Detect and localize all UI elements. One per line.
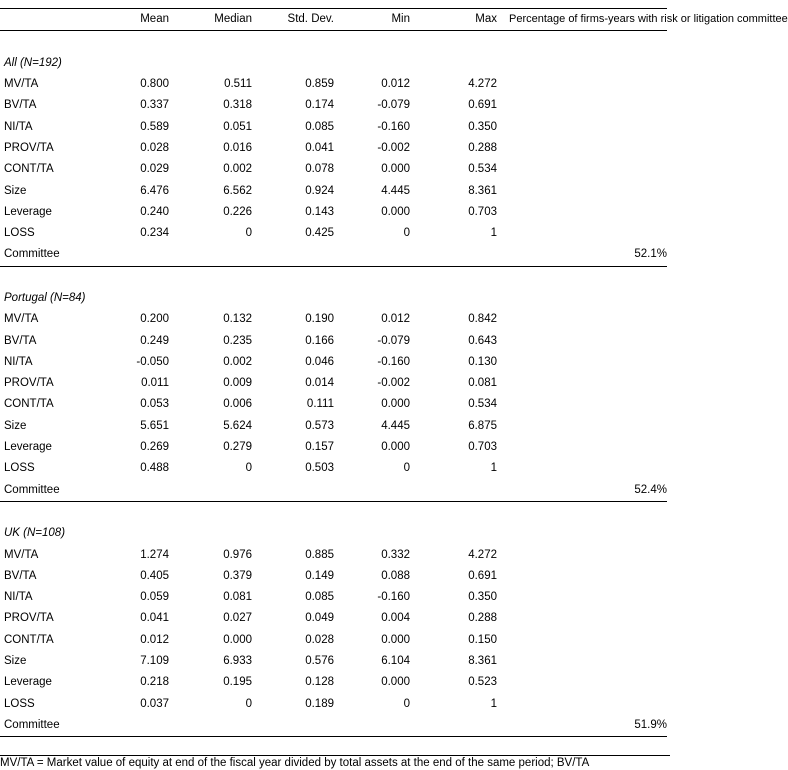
variable-label: PROV/TA	[4, 612, 54, 625]
table-row	[0, 180, 667, 201]
value-min: 0	[403, 697, 410, 710]
value-std-dev: 0.924	[305, 184, 334, 197]
variable-label: Leverage	[4, 441, 52, 454]
descriptive-statistics-table	[0, 8, 788, 737]
committee-row	[0, 715, 667, 737]
value-median: 0.318	[223, 99, 252, 112]
value-median: 0.081	[223, 591, 252, 604]
value-median: 0.511	[224, 78, 252, 91]
committee-label: Committee	[0, 715, 509, 737]
variable-label: NI/TA	[4, 355, 33, 368]
value-std-dev: 0.128	[305, 676, 334, 689]
value-min: 0.000	[381, 441, 410, 454]
value-min: 0.000	[381, 676, 410, 689]
empty-cell	[509, 694, 667, 715]
value-median: 0.002	[223, 163, 252, 176]
value-max: 0.288	[468, 141, 497, 154]
value-min: -0.079	[377, 99, 410, 112]
empty-cell	[509, 458, 667, 479]
value-mean: 0.269	[140, 441, 169, 454]
value-median: 0.195	[223, 676, 252, 689]
value-max: 0.534	[468, 163, 497, 176]
table-row	[0, 309, 667, 330]
empty-cell	[509, 394, 667, 415]
panel-title-row	[0, 288, 667, 309]
value-median: 0.002	[223, 355, 252, 368]
value-std-dev: 0.189	[305, 697, 334, 710]
value-median: 0.009	[223, 377, 252, 390]
table-body	[0, 9, 788, 737]
value-std-dev: 0.014	[305, 377, 334, 390]
value-max: 0.523	[468, 676, 497, 689]
value-std-dev: 0.078	[305, 163, 334, 176]
empty-cell	[509, 437, 667, 458]
variable-label: NI/TA	[4, 591, 33, 604]
value-mean: 0.234	[140, 227, 169, 240]
table-row	[0, 437, 667, 458]
spacer-cell	[0, 266, 667, 288]
value-std-dev: 0.573	[305, 419, 334, 432]
variable-label: PROV/TA	[4, 377, 54, 390]
table-row	[0, 394, 667, 415]
value-mean: 0.028	[140, 141, 169, 154]
value-mean: 0.800	[140, 78, 169, 91]
value-min: 0.000	[381, 398, 410, 411]
value-max: 0.350	[468, 120, 497, 133]
table-row	[0, 138, 667, 159]
variable-label: PROV/TA	[4, 141, 54, 154]
empty-cell	[509, 202, 667, 223]
value-mean: -0.050	[136, 355, 169, 368]
table-row	[0, 672, 667, 693]
value-std-dev: 0.149	[305, 569, 334, 582]
value-median: 0.279	[223, 441, 252, 454]
committee-percentage: 52.1%	[509, 244, 667, 266]
value-median: 0.132	[223, 313, 252, 326]
table-row	[0, 416, 667, 437]
value-min: 6.104	[381, 655, 410, 668]
empty-cell	[509, 223, 667, 244]
value-mean: 0.041	[140, 612, 169, 625]
value-max: 4.272	[468, 78, 497, 91]
table-row	[0, 352, 667, 373]
value-min: 0.012	[381, 313, 410, 326]
header-median: Median	[169, 9, 254, 31]
empty-cell	[509, 630, 667, 651]
empty-cell	[509, 309, 667, 330]
value-median: 0.006	[223, 398, 252, 411]
panel-title: Portugal (N=84)	[4, 292, 86, 304]
value-max: 1	[490, 697, 497, 710]
empty-cell	[509, 651, 667, 672]
value-max: 0.081	[468, 377, 497, 390]
value-min: 0.332	[381, 548, 410, 561]
value-std-dev: 0.425	[305, 227, 334, 240]
variable-label: Leverage	[4, 205, 52, 218]
value-min: 0.000	[381, 633, 410, 646]
panel-title-row	[0, 53, 667, 74]
value-mean: 0.037	[140, 697, 169, 710]
value-median: 0.235	[223, 334, 252, 347]
empty-cell	[509, 159, 667, 180]
value-mean: 0.029	[140, 163, 169, 176]
value-mean: 5.651	[140, 419, 169, 432]
table-row	[0, 116, 667, 137]
value-min: -0.002	[377, 141, 410, 154]
variable-label: LOSS	[4, 227, 35, 240]
table-row	[0, 95, 667, 116]
value-min: 0.000	[381, 205, 410, 218]
value-std-dev: 0.041	[305, 141, 334, 154]
value-median: 0	[245, 227, 252, 240]
value-max: 0.130	[468, 355, 497, 368]
value-median: 0.016	[223, 141, 252, 154]
value-max: 6.875	[468, 419, 497, 432]
empty-cell	[509, 544, 667, 565]
variable-label: LOSS	[4, 697, 35, 710]
value-min: 0	[403, 227, 410, 240]
value-mean: 0.011	[141, 377, 169, 390]
value-mean: 0.589	[140, 120, 169, 133]
value-mean: 7.109	[140, 655, 169, 668]
value-max: 0.703	[468, 205, 497, 218]
empty-cell	[509, 330, 667, 351]
table-row	[0, 544, 667, 565]
table-row	[0, 587, 667, 608]
value-mean: 0.218	[140, 676, 169, 689]
value-min: -0.002	[377, 377, 410, 390]
value-max: 8.361	[468, 184, 497, 197]
footnote: MV/TA = Market value of equity at end of the fiscal year divided by total assets at the end of the same period; BV/TA	[0, 755, 670, 770]
value-max: 0.350	[468, 591, 497, 604]
value-min: 0.000	[381, 163, 410, 176]
value-min: 4.445	[381, 419, 410, 432]
value-std-dev: 0.143	[305, 205, 334, 218]
committee-percentage: 52.4%	[509, 480, 667, 502]
table-row	[0, 630, 667, 651]
committee-label: Committee	[0, 244, 509, 266]
variable-label: BV/TA	[4, 569, 37, 582]
value-min: 0	[403, 462, 410, 475]
variable-label: Size	[4, 655, 27, 668]
spacer-cell	[0, 31, 667, 53]
value-median: 0.976	[223, 548, 252, 561]
empty-cell	[509, 672, 667, 693]
empty-cell	[509, 95, 667, 116]
table-row	[0, 458, 667, 479]
value-median: 6.562	[223, 184, 252, 197]
panel-title: All (N=192)	[4, 56, 62, 69]
value-mean: 0.249	[140, 334, 169, 347]
table-row	[0, 74, 667, 95]
value-std-dev: 0.859	[305, 78, 334, 91]
empty-cell	[509, 116, 667, 137]
variable-label: CONT/TA	[4, 633, 54, 646]
variable-label: CONT/TA	[4, 163, 54, 176]
value-mean: 0.200	[140, 313, 169, 326]
value-std-dev: 0.085	[305, 120, 334, 133]
value-min: -0.079	[377, 334, 410, 347]
value-min: 4.445	[381, 184, 410, 197]
empty-cell	[509, 608, 667, 629]
value-median: 0	[245, 697, 252, 710]
value-median: 0.379	[223, 569, 252, 582]
empty-cell	[509, 566, 667, 587]
value-max: 1	[490, 462, 497, 475]
value-max: 0.691	[468, 569, 497, 582]
spacer-cell	[0, 501, 667, 523]
empty-cell	[509, 373, 667, 394]
value-median: 5.624	[223, 419, 252, 432]
variable-label: MV/TA	[4, 78, 39, 91]
committee-percentage: 51.9%	[509, 715, 667, 737]
value-std-dev: 0.885	[305, 548, 334, 561]
table-row	[0, 330, 667, 351]
table-row	[0, 159, 667, 180]
table-row	[0, 608, 667, 629]
value-mean: 0.488	[140, 462, 169, 475]
value-median: 0.051	[223, 120, 252, 133]
table-row	[0, 223, 667, 244]
value-std-dev: 0.028	[305, 633, 334, 646]
empty-cell	[509, 416, 667, 437]
value-std-dev: 0.576	[305, 655, 334, 668]
table-row	[0, 373, 667, 394]
value-mean: 0.012	[140, 633, 169, 646]
variable-label: LOSS	[4, 462, 35, 475]
value-max: 0.703	[468, 441, 497, 454]
header-row	[0, 9, 667, 31]
value-mean: 0.337	[140, 99, 169, 112]
header-label-cell	[0, 9, 84, 31]
empty-cell	[509, 180, 667, 201]
value-mean: 0.059	[140, 591, 169, 604]
committee-row	[0, 480, 667, 502]
value-std-dev: 0.085	[305, 591, 334, 604]
value-max: 1	[490, 227, 497, 240]
value-std-dev: 0.166	[305, 334, 334, 347]
panel-title-row	[0, 523, 667, 544]
value-max: 4.272	[468, 548, 497, 561]
header-min: Min	[334, 9, 410, 31]
value-min: 0.088	[381, 569, 410, 582]
value-std-dev: 0.503	[305, 462, 334, 475]
empty-cell	[509, 352, 667, 373]
value-median: 0	[245, 462, 252, 475]
value-min: -0.160	[377, 355, 410, 368]
value-std-dev: 0.049	[305, 612, 334, 625]
empty-cell	[509, 138, 667, 159]
value-min: 0.004	[381, 612, 410, 625]
value-min: -0.160	[377, 120, 410, 133]
value-mean: 6.476	[140, 184, 169, 197]
panel-spacer	[0, 501, 667, 523]
table-row	[0, 566, 667, 587]
value-max: 0.691	[468, 99, 497, 112]
variable-label: Size	[4, 184, 27, 197]
value-median: 6.933	[223, 655, 252, 668]
variable-label: Size	[4, 419, 27, 432]
value-median: 0.226	[223, 205, 252, 218]
panel-spacer	[0, 266, 667, 288]
value-max: 0.643	[468, 334, 497, 347]
value-max: 0.534	[468, 398, 497, 411]
header-max: Max	[410, 9, 509, 31]
value-std-dev: 0.046	[305, 355, 334, 368]
committee-label: Committee	[0, 480, 509, 502]
empty-cell	[509, 587, 667, 608]
value-std-dev: 0.111	[306, 398, 334, 411]
variable-label: NI/TA	[4, 120, 33, 133]
table-row	[0, 202, 667, 223]
value-std-dev: 0.174	[305, 99, 334, 112]
variable-label: MV/TA	[4, 548, 39, 561]
value-max: 0.842	[468, 313, 497, 326]
value-median: 0.027	[223, 612, 252, 625]
committee-row	[0, 244, 667, 266]
value-median: 0.000	[223, 633, 252, 646]
value-min: -0.160	[377, 591, 410, 604]
value-std-dev: 0.190	[305, 313, 334, 326]
table-row	[0, 651, 667, 672]
value-max: 0.150	[468, 633, 497, 646]
value-mean: 0.053	[140, 398, 169, 411]
variable-label: BV/TA	[4, 99, 37, 112]
variable-label: BV/TA	[4, 334, 37, 347]
variable-label: Leverage	[4, 676, 52, 689]
variable-label: MV/TA	[4, 313, 39, 326]
panel-spacer	[0, 31, 667, 53]
header-std-dev: Std. Dev.	[254, 9, 334, 31]
value-std-dev: 0.157	[305, 441, 334, 454]
value-mean: 1.274	[140, 548, 169, 561]
header-percentage-committee: Percentage of firms-years with risk or litigation committee	[509, 9, 667, 31]
header-mean: Mean	[84, 9, 169, 31]
value-mean: 0.240	[140, 205, 169, 218]
value-mean: 0.405	[140, 569, 169, 582]
empty-cell	[509, 74, 667, 95]
table-row	[0, 694, 667, 715]
variable-label: CONT/TA	[4, 398, 54, 411]
value-min: 0.012	[381, 78, 410, 91]
value-max: 8.361	[468, 655, 497, 668]
value-max: 0.288	[468, 612, 497, 625]
panel-title: UK (N=108)	[4, 527, 66, 540]
